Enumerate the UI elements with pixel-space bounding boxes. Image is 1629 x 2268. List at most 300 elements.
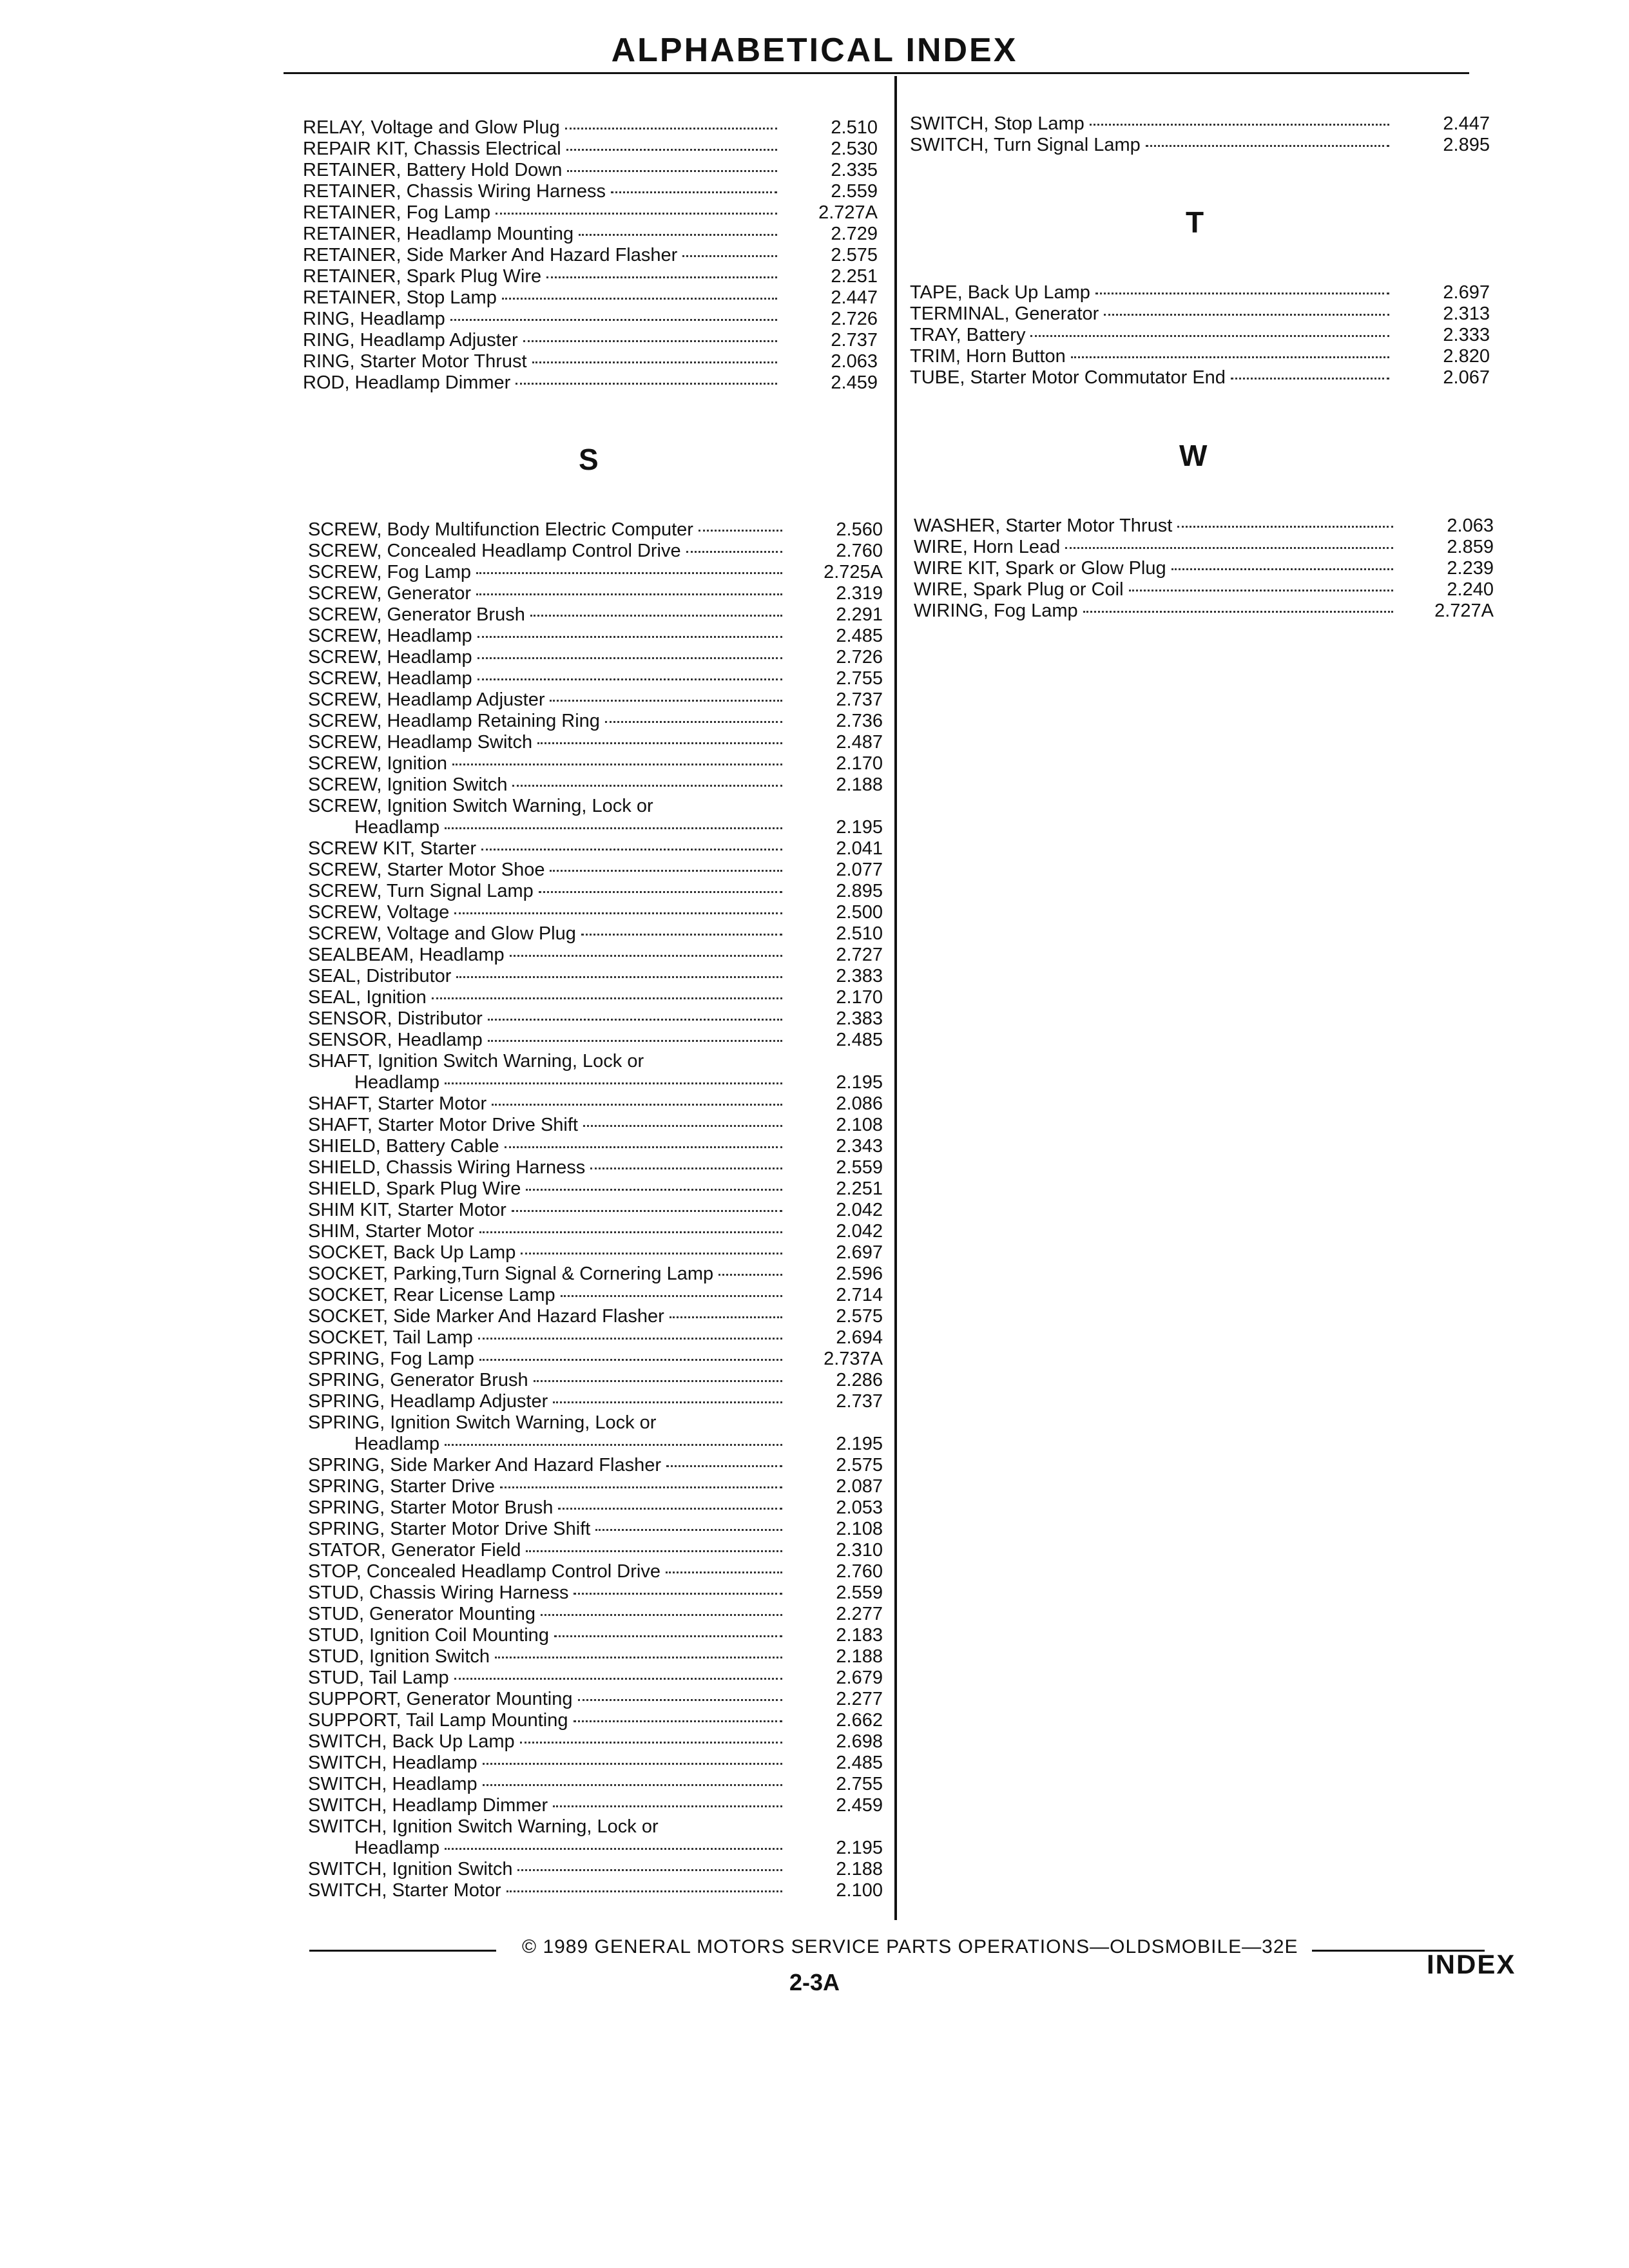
index-entry xyxy=(910,282,1490,303)
entry-label: WIRING, Fog Lamp xyxy=(914,601,1078,621)
entry-page-ref: 2.077 xyxy=(836,860,883,880)
entry-label: STUD, Tail Lamp xyxy=(308,1667,449,1688)
entry-label: SWITCH, Back Up Lamp xyxy=(308,1731,515,1752)
dot-leader xyxy=(488,1040,782,1042)
dot-leader xyxy=(578,1699,783,1701)
index-entry xyxy=(308,1497,883,1519)
dot-leader xyxy=(1231,378,1389,380)
index-entry xyxy=(308,1816,883,1838)
entry-label: SCREW, Headlamp Adjuster xyxy=(308,689,545,710)
entry-label: SHIELD, Chassis Wiring Harness xyxy=(308,1157,586,1178)
entry-page-ref: 2.755 xyxy=(836,668,883,689)
dot-leader xyxy=(1071,356,1389,358)
dot-leader xyxy=(1095,293,1389,294)
dot-leader xyxy=(1065,547,1393,549)
index-entry xyxy=(308,1731,883,1753)
entry-page-ref: 2.725A xyxy=(824,562,883,582)
entry-label: SCREW, Generator Brush xyxy=(308,604,525,625)
entry-label: SCREW, Fog Lamp xyxy=(308,562,472,582)
index-entry xyxy=(308,668,883,689)
entry-label: SHAFT, Starter Motor xyxy=(308,1093,487,1114)
entry-label: SHAFT, Starter Motor Drive Shift xyxy=(308,1115,578,1135)
index-entry xyxy=(308,1072,883,1093)
index-entry xyxy=(308,1200,883,1221)
index-list-s-continued xyxy=(910,113,1490,156)
entry-label: SPRING, Ignition Switch Warning, Lock or xyxy=(308,1412,657,1433)
dot-leader xyxy=(505,1146,782,1148)
index-entry xyxy=(910,367,1490,389)
index-entry xyxy=(308,1838,883,1859)
dot-leader xyxy=(495,1657,782,1658)
entry-label: SHIM, Starter Motor xyxy=(308,1221,474,1242)
index-entry xyxy=(308,519,883,541)
entry-label: TAPE, Back Up Lamp xyxy=(910,282,1090,303)
index-entry xyxy=(308,1221,883,1242)
index-entry xyxy=(308,626,883,647)
entry-page-ref: 2.697 xyxy=(836,1242,883,1263)
entry-page-ref: 2.485 xyxy=(836,1030,883,1050)
entry-page-ref: 2.679 xyxy=(836,1667,883,1688)
entry-page-ref: 2.188 xyxy=(836,774,883,795)
entry-page-ref: 2.694 xyxy=(836,1327,883,1348)
index-list-t xyxy=(910,282,1490,389)
index-entry xyxy=(303,202,878,224)
index-entry xyxy=(914,558,1494,579)
entry-page-ref: 2.108 xyxy=(836,1519,883,1539)
index-entry xyxy=(308,987,883,1008)
dot-leader xyxy=(481,849,782,850)
index-entry xyxy=(308,838,883,860)
entry-page-ref: 2.086 xyxy=(836,1093,883,1114)
dot-leader xyxy=(512,1210,782,1212)
dot-leader xyxy=(488,1019,782,1021)
entry-page-ref: 2.291 xyxy=(836,604,883,625)
dot-leader xyxy=(558,1508,782,1510)
index-entry xyxy=(303,181,878,202)
entry-label: SCREW, Ignition xyxy=(308,753,447,774)
index-entry xyxy=(303,245,878,266)
dot-leader xyxy=(1171,568,1393,570)
dot-leader xyxy=(476,572,782,574)
entry-page-ref: 2.188 xyxy=(836,1646,883,1667)
entry-label: ROD, Headlamp Dimmer xyxy=(303,372,511,393)
index-entry xyxy=(308,541,883,562)
section-letter-w: W xyxy=(1179,439,1208,472)
index-entry xyxy=(308,945,883,966)
entry-label: SWITCH, Headlamp xyxy=(308,1774,477,1794)
index-entry xyxy=(308,1285,883,1306)
entry-page-ref: 2.310 xyxy=(836,1540,883,1561)
entry-page-ref: 2.286 xyxy=(836,1370,883,1390)
dot-leader xyxy=(550,700,782,702)
dot-leader xyxy=(454,1678,782,1680)
entry-label: SPRING, Headlamp Adjuster xyxy=(308,1391,548,1412)
dot-leader xyxy=(521,1253,782,1254)
entry-page-ref: 2.383 xyxy=(836,1008,883,1029)
entry-label: SWITCH, Stop Lamp xyxy=(910,113,1084,134)
entry-label: SHIELD, Battery Cable xyxy=(308,1136,499,1157)
dot-leader xyxy=(1177,526,1393,528)
dot-leader xyxy=(1083,611,1393,613)
entry-label: SCREW, Ignition Switch Warning, Lock or xyxy=(308,796,653,816)
index-entry xyxy=(308,1710,883,1731)
entry-page-ref: 2.895 xyxy=(836,881,883,901)
index-entry xyxy=(308,1349,883,1370)
entry-label: WIRE, Horn Lead xyxy=(914,537,1061,557)
entry-page-ref: 2.170 xyxy=(836,753,883,774)
dot-leader xyxy=(554,1635,782,1637)
index-entry xyxy=(308,689,883,711)
entry-label: RING, Headlamp xyxy=(303,309,445,329)
index-entry xyxy=(308,966,883,987)
index-entry xyxy=(308,1795,883,1816)
index-entry xyxy=(910,346,1490,367)
entry-label: SENSOR, Headlamp xyxy=(308,1030,483,1050)
entry-page-ref: 2.239 xyxy=(1447,558,1494,579)
entry-page-ref: 2.737 xyxy=(836,689,883,710)
dot-leader xyxy=(1129,590,1393,591)
entry-page-ref: 2.251 xyxy=(836,1178,883,1199)
dot-leader xyxy=(553,1805,782,1807)
index-entry xyxy=(303,117,878,139)
index-entry xyxy=(308,1519,883,1540)
entry-label: SWITCH, Starter Motor xyxy=(308,1880,501,1901)
entry-page-ref: 2.042 xyxy=(836,1200,883,1220)
entry-label: TRAY, Battery xyxy=(910,325,1026,345)
dot-leader xyxy=(567,170,777,172)
index-entry xyxy=(308,1242,883,1264)
dot-leader xyxy=(666,1465,782,1467)
entry-label: Headlamp xyxy=(354,817,440,838)
entry-page-ref: 2.063 xyxy=(831,351,878,372)
column-divider xyxy=(894,76,897,1920)
index-list-w xyxy=(914,515,1494,622)
entry-page-ref: 2.333 xyxy=(1443,325,1490,345)
entry-label: SPRING, Side Marker And Hazard Flasher xyxy=(308,1455,661,1475)
dot-leader xyxy=(450,319,777,321)
dot-leader xyxy=(526,1189,782,1191)
dot-leader xyxy=(526,1550,782,1552)
dot-leader xyxy=(445,1082,782,1084)
dot-leader xyxy=(1146,145,1389,147)
index-entry xyxy=(308,1051,883,1072)
entry-page-ref: 2.736 xyxy=(836,711,883,731)
dot-leader xyxy=(666,1571,782,1573)
entry-label: REPAIR KIT, Chassis Electrical xyxy=(303,139,561,159)
entry-label: SPRING, Generator Brush xyxy=(308,1370,528,1390)
entry-page-ref: 2.727A xyxy=(1434,601,1494,621)
index-entry xyxy=(308,923,883,945)
entry-page-ref: 2.510 xyxy=(836,923,883,944)
dot-leader xyxy=(686,551,782,553)
index-entry xyxy=(308,1667,883,1689)
dot-leader xyxy=(595,1529,782,1531)
index-entry xyxy=(308,796,883,817)
dot-leader xyxy=(565,128,777,130)
index-entry xyxy=(308,1880,883,1901)
entry-page-ref: 2.737 xyxy=(831,330,878,351)
dot-leader xyxy=(605,721,782,723)
entry-page-ref: 2.487 xyxy=(836,732,883,753)
entry-label: STATOR, Generator Field xyxy=(308,1540,521,1561)
entry-label: TRIM, Horn Button xyxy=(910,346,1066,367)
index-entry xyxy=(308,1093,883,1115)
entry-label: RETAINER, Battery Hold Down xyxy=(303,160,563,180)
entry-page-ref: 2.447 xyxy=(1443,113,1490,134)
entry-label: RETAINER, Side Marker And Hazard Flasher xyxy=(303,245,678,265)
entry-page-ref: 2.485 xyxy=(836,1753,883,1773)
entry-label: SCREW, Headlamp xyxy=(308,647,472,668)
header-rule xyxy=(284,72,1469,74)
dot-leader xyxy=(479,1359,782,1361)
index-entry xyxy=(308,1306,883,1327)
dot-leader xyxy=(520,1742,782,1744)
entry-label: SCREW, Voltage xyxy=(308,902,450,923)
entry-label: STOP, Concealed Headlamp Control Drive xyxy=(308,1561,660,1582)
entry-label: SENSOR, Distributor xyxy=(308,1008,483,1029)
entry-page-ref: 2.596 xyxy=(836,1264,883,1284)
entry-page-ref: 2.820 xyxy=(1443,346,1490,367)
dot-leader xyxy=(500,1486,782,1488)
index-entry xyxy=(914,515,1494,537)
index-entry xyxy=(308,1370,883,1391)
entry-page-ref: 2.195 xyxy=(836,817,883,838)
dot-leader xyxy=(530,615,782,617)
index-entry xyxy=(910,135,1490,156)
index-entry xyxy=(308,604,883,626)
index-entry xyxy=(308,732,883,753)
index-entry xyxy=(308,583,883,604)
entry-label: WIRE, Spark Plug or Coil xyxy=(914,579,1124,600)
index-entry xyxy=(303,351,878,372)
entry-page-ref: 2.063 xyxy=(1447,515,1494,536)
entry-page-ref: 2.726 xyxy=(831,309,878,329)
index-entry xyxy=(308,1157,883,1178)
index-entry xyxy=(303,287,878,309)
entry-page-ref: 2.319 xyxy=(836,583,883,604)
dot-leader xyxy=(452,764,782,765)
index-entry xyxy=(910,303,1490,325)
page-number: 2-3A xyxy=(789,1969,840,1995)
dot-leader xyxy=(496,213,777,215)
entry-page-ref: 2.188 xyxy=(836,1859,883,1879)
entry-label: STUD, Generator Mounting xyxy=(308,1604,535,1624)
entry-label: SOCKET, Side Marker And Hazard Flasher xyxy=(308,1306,664,1327)
entry-page-ref: 2.195 xyxy=(836,1838,883,1858)
entry-page-ref: 2.500 xyxy=(836,902,883,923)
entry-label: SCREW, Headlamp Switch xyxy=(308,732,533,753)
entry-page-ref: 2.510 xyxy=(831,117,878,138)
index-entry xyxy=(308,1412,883,1434)
index-entry xyxy=(914,537,1494,558)
entry-label: SCREW, Headlamp xyxy=(308,626,472,646)
dot-leader xyxy=(1104,314,1389,316)
dot-leader xyxy=(517,1869,782,1871)
entry-label: SHIELD, Spark Plug Wire xyxy=(308,1178,521,1199)
entry-label: SUPPORT, Tail Lamp Mounting xyxy=(308,1710,568,1731)
dot-leader xyxy=(445,1444,782,1446)
entry-label: SCREW, Headlamp xyxy=(308,668,472,689)
entry-page-ref: 2.727A xyxy=(818,202,878,223)
entry-label: STUD, Ignition Switch xyxy=(308,1646,490,1667)
index-entry xyxy=(914,601,1494,622)
index-entry xyxy=(308,817,883,838)
entry-page-ref: 2.895 xyxy=(1443,135,1490,155)
entry-label: SPRING, Starter Motor Brush xyxy=(308,1497,554,1518)
entry-label: RING, Starter Motor Thrust xyxy=(303,351,527,372)
dot-leader xyxy=(537,742,782,744)
dot-leader xyxy=(611,191,777,193)
entry-page-ref: 2.560 xyxy=(836,519,883,540)
entry-page-ref: 2.530 xyxy=(831,139,878,159)
entry-label: WASHER, Starter Motor Thrust xyxy=(914,515,1173,536)
index-entry xyxy=(308,1604,883,1625)
entry-page-ref: 2.335 xyxy=(831,160,878,180)
index-list-r xyxy=(303,117,878,394)
entry-label: SCREW, Turn Signal Lamp xyxy=(308,881,534,901)
index-entry xyxy=(308,647,883,668)
index-entry xyxy=(308,1008,883,1030)
entry-label: SWITCH, Headlamp xyxy=(308,1753,477,1773)
entry-page-ref: 2.042 xyxy=(836,1221,883,1242)
entry-page-ref: 2.737A xyxy=(824,1349,883,1369)
entry-label: SPRING, Fog Lamp xyxy=(308,1349,474,1369)
entry-page-ref: 2.559 xyxy=(836,1157,883,1178)
entry-label: SOCKET, Parking,Turn Signal & Cornering Lamp xyxy=(308,1264,714,1284)
index-entry xyxy=(308,1030,883,1051)
entry-label: SUPPORT, Generator Mounting xyxy=(308,1689,573,1709)
dot-leader xyxy=(541,1614,782,1616)
entry-label: SCREW, Headlamp Retaining Ring xyxy=(308,711,600,731)
entry-label: RETAINER, Fog Lamp xyxy=(303,202,491,223)
dot-leader xyxy=(512,785,782,787)
entry-page-ref: 2.251 xyxy=(831,266,878,287)
index-entry xyxy=(914,579,1494,601)
entry-label: Headlamp xyxy=(354,1838,440,1858)
index-entry xyxy=(308,1434,883,1455)
copyright-notice: © 1989 GENERAL MOTORS SERVICE PARTS OPERATIONS—OLDSMOBILE—32E xyxy=(522,1936,1298,1957)
dot-leader xyxy=(583,1125,782,1127)
index-entry xyxy=(910,325,1490,346)
entry-page-ref: 2.108 xyxy=(836,1115,883,1135)
entry-page-ref: 2.277 xyxy=(836,1689,883,1709)
entry-page-ref: 2.100 xyxy=(836,1880,883,1901)
dot-leader xyxy=(510,955,782,957)
dot-leader xyxy=(492,1104,782,1106)
entry-label: TERMINAL, Generator xyxy=(910,303,1099,324)
entry-label: SPRING, Starter Drive xyxy=(308,1476,496,1497)
entry-label: TUBE, Starter Motor Commutator End xyxy=(910,367,1226,388)
index-entry xyxy=(303,309,878,330)
index-entry xyxy=(303,224,878,245)
footer-rule-left xyxy=(309,1950,496,1952)
index-entry xyxy=(308,1455,883,1476)
dot-leader xyxy=(502,298,777,300)
dot-leader xyxy=(579,234,777,236)
dot-leader xyxy=(477,636,782,638)
entry-page-ref: 2.485 xyxy=(836,626,883,646)
index-entry xyxy=(303,266,878,287)
entry-label: SWITCH, Ignition Switch xyxy=(308,1859,513,1879)
entry-label: SWITCH, Headlamp Dimmer xyxy=(308,1795,548,1816)
page-title: ALPHABETICAL INDEX xyxy=(611,32,1018,69)
index-entry xyxy=(308,1476,883,1497)
index-entry xyxy=(308,1178,883,1200)
entry-page-ref: 2.087 xyxy=(836,1476,883,1497)
dot-leader xyxy=(550,870,782,872)
dot-leader xyxy=(553,1401,782,1403)
entry-label: WIRE KIT, Spark or Glow Plug xyxy=(914,558,1166,579)
index-entry xyxy=(308,1625,883,1646)
index-entry xyxy=(308,1582,883,1604)
dot-leader xyxy=(1030,335,1389,337)
dot-leader xyxy=(479,1231,782,1233)
entry-page-ref: 2.760 xyxy=(836,541,883,561)
entry-label: SCREW, Concealed Headlamp Control Drive xyxy=(308,541,681,561)
section-letter-t: T xyxy=(1186,206,1204,239)
dot-leader xyxy=(478,1338,782,1340)
index-entry xyxy=(308,1391,883,1412)
index-entry xyxy=(308,1540,883,1561)
entry-page-ref: 2.343 xyxy=(836,1136,883,1157)
entry-label: SPRING, Starter Motor Drive Shift xyxy=(308,1519,591,1539)
entry-label: Headlamp xyxy=(354,1072,440,1093)
entry-label: SCREW, Ignition Switch xyxy=(308,774,508,795)
entry-label: RING, Headlamp Adjuster xyxy=(303,330,518,351)
entry-page-ref: 2.760 xyxy=(836,1561,883,1582)
entry-page-ref: 2.575 xyxy=(836,1455,883,1475)
dot-leader xyxy=(523,340,777,342)
dot-leader xyxy=(539,891,782,893)
dot-leader xyxy=(483,1784,782,1786)
dot-leader xyxy=(566,149,777,151)
dot-leader xyxy=(454,912,782,914)
entry-page-ref: 2.575 xyxy=(831,245,878,265)
dot-leader xyxy=(581,934,782,936)
entry-page-ref: 2.240 xyxy=(1447,579,1494,600)
entry-label: SOCKET, Rear License Lamp xyxy=(308,1285,555,1305)
entry-label: SCREW, Starter Motor Shoe xyxy=(308,860,545,880)
entry-label: SEAL, Distributor xyxy=(308,966,452,986)
entry-page-ref: 2.714 xyxy=(836,1285,883,1305)
dot-leader xyxy=(574,1720,782,1722)
entry-label: SCREW, Generator xyxy=(308,583,472,604)
index-entry xyxy=(308,1327,883,1349)
dot-leader xyxy=(561,1295,782,1297)
dot-leader xyxy=(456,976,782,978)
index-entry xyxy=(308,562,883,583)
index-entry xyxy=(308,1646,883,1667)
entry-label: SOCKET, Tail Lamp xyxy=(308,1327,473,1348)
entry-page-ref: 2.459 xyxy=(836,1795,883,1816)
dot-leader xyxy=(718,1274,782,1276)
index-entry xyxy=(308,1136,883,1157)
entry-label: SWITCH, Ignition Switch Warning, Lock or xyxy=(308,1816,659,1837)
index-entry xyxy=(910,113,1490,135)
entry-page-ref: 2.698 xyxy=(836,1731,883,1752)
index-entry xyxy=(308,881,883,902)
entry-page-ref: 2.041 xyxy=(836,838,883,859)
entry-page-ref: 2.559 xyxy=(831,181,878,202)
dot-leader xyxy=(699,530,782,532)
entry-page-ref: 2.313 xyxy=(1443,303,1490,324)
dot-leader xyxy=(516,383,777,385)
entry-label: SHIM KIT, Starter Motor xyxy=(308,1200,506,1220)
entry-page-ref: 2.195 xyxy=(836,1072,883,1093)
dot-leader xyxy=(670,1316,782,1318)
dot-leader xyxy=(532,361,777,363)
entry-label: SCREW, Body Multifunction Electric Computer xyxy=(308,519,693,540)
